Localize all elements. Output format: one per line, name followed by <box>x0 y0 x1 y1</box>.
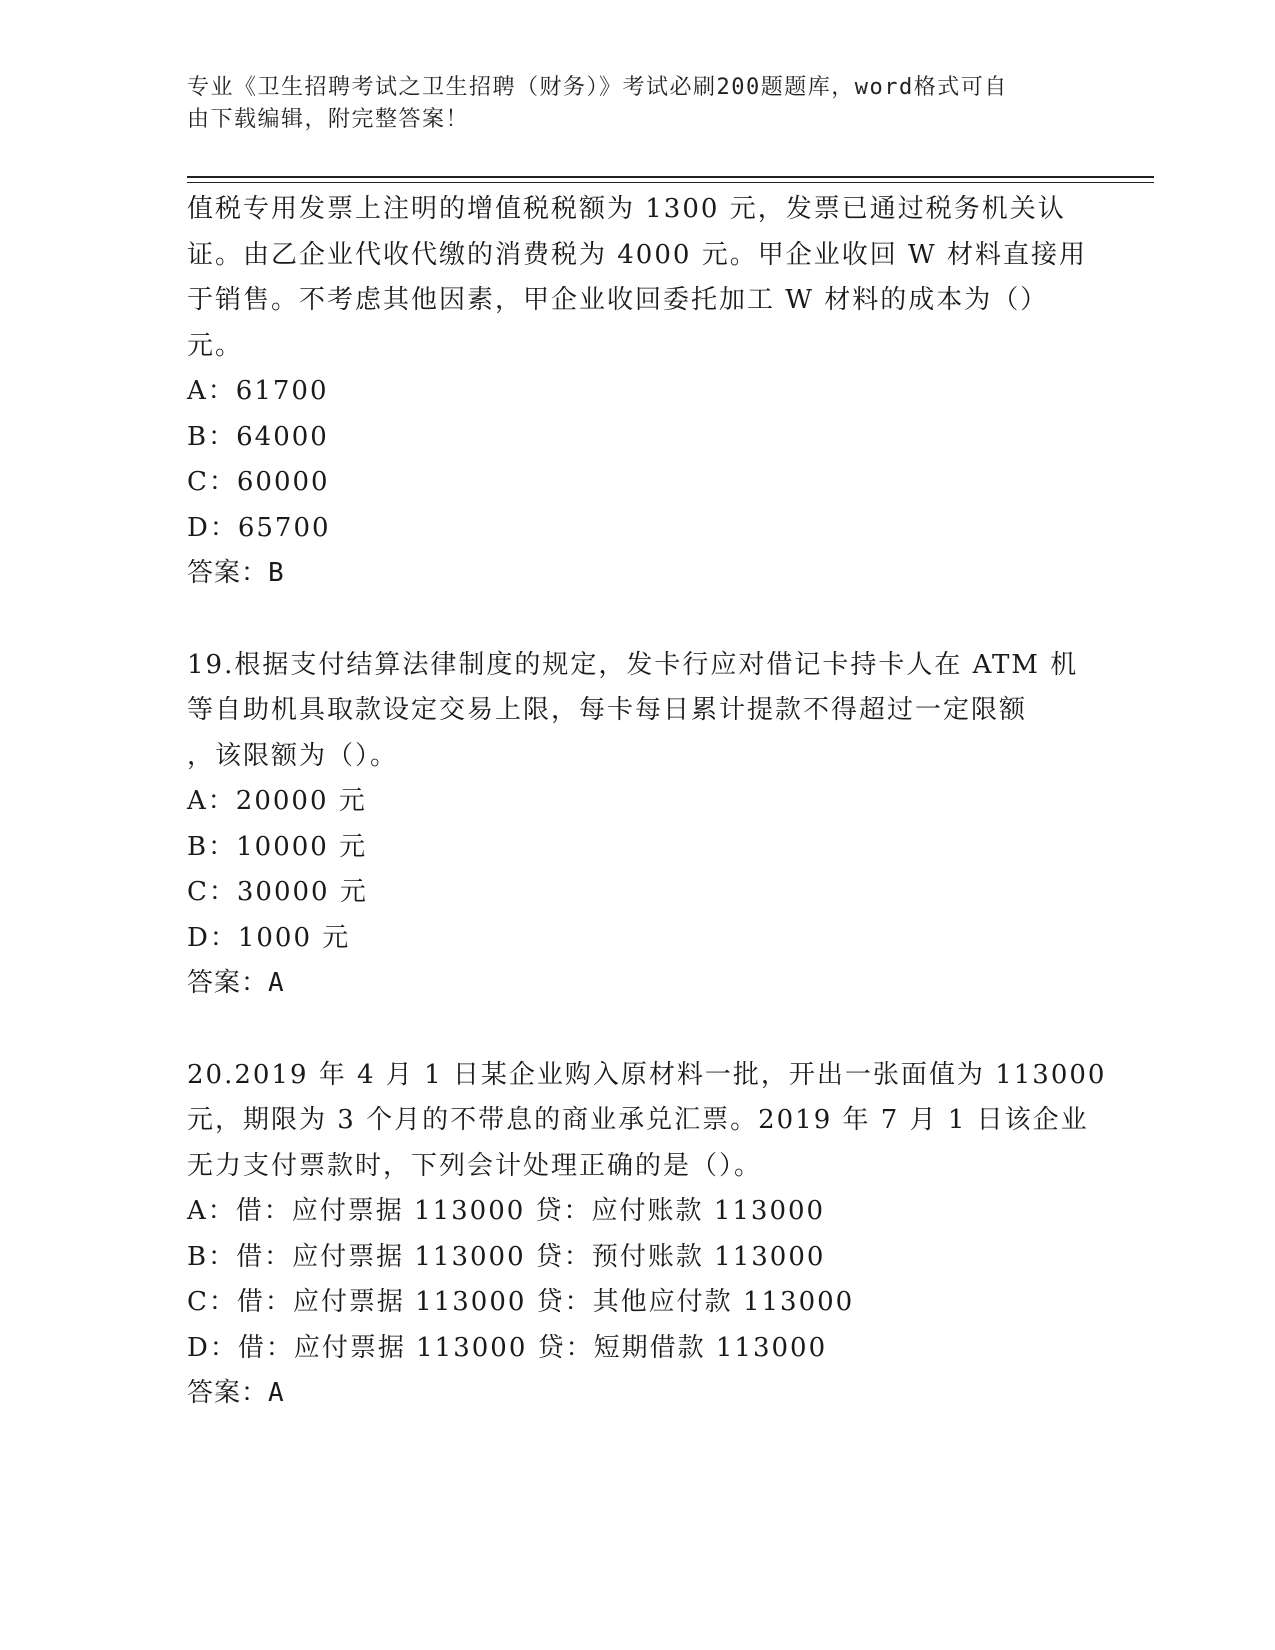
spacer <box>187 1007 1077 1053</box>
question-stem-line: 20.2019 年 4 月 1 日某企业购入原材料一批，开出一张面值为 113000 <box>187 1059 1107 1090</box>
option-d: D：1000 元 <box>187 922 351 953</box>
question-18 <box>187 187 1087 597</box>
option-a: A：借：应付票据 113000 贷：应付账款 113000 <box>187 1196 826 1226</box>
question-stem-line: 于销售。不考虑其他因素，甲企业收回委托加工 W 材料的成本为（） <box>187 285 1049 315</box>
answer-line: 答案：A <box>187 968 285 998</box>
spacer <box>187 597 1077 643</box>
option-d: D：65700 <box>187 512 331 543</box>
question-20 <box>187 1053 1107 1417</box>
option-c: C：30000 元 <box>187 877 368 907</box>
question-stem-line: 无力支付票款时，下列会计处理正确的是（）。 <box>187 1150 763 1181</box>
question-stem-line: 值税专用发票上注明的增值税税额为 1300 元，发票已通过税务机关认 <box>187 194 1066 224</box>
document-body <box>187 187 1107 1417</box>
page-header <box>187 72 1067 136</box>
question-stem-line: 等自助机具取款设定交易上限，每卡每日累计提款不得超过一定限额 <box>187 695 1028 725</box>
option-a: A：20000 元 <box>187 786 367 816</box>
question-19 <box>187 643 1077 1007</box>
answer-line: 答案：B <box>187 558 285 588</box>
header-line-1: 专业《卫生招聘考试之卫生招聘（财务）》考试必刷200题题库，word格式可自 <box>187 75 1008 100</box>
option-c: C：借：应付票据 113000 贷：其他应付款 113000 <box>187 1287 855 1317</box>
option-b: B：64000 <box>187 421 329 452</box>
option-c: C：60000 <box>187 467 330 497</box>
question-stem-line: 元，期限为 3 个月的不带息的商业承兑汇票。2019 年 7 月 1 日该企业 <box>187 1105 1089 1135</box>
question-stem-line: 19.根据支付结算法律制度的规定，发卡行应对借记卡持卡人在 ATM 机 <box>187 649 1079 680</box>
question-stem-line: 元。 <box>187 330 244 361</box>
answer-line: 答案：A <box>187 1378 285 1408</box>
question-stem-line: 证。由乙企业代收代缴的消费税为 4000 元。甲企业收回 W 材料直接用 <box>187 239 1087 270</box>
header-line-2: 由下载编辑，附完整答案！ <box>187 107 470 132</box>
header-rule-thin <box>187 182 1154 183</box>
question-stem-line: ，该限额为（）。 <box>187 740 399 771</box>
header-rule-thick <box>187 176 1154 178</box>
option-b: B：借：应付票据 113000 贷：预付账款 113000 <box>187 1241 826 1272</box>
option-a: A：61700 <box>187 376 329 406</box>
option-b: B：10000 元 <box>187 831 368 862</box>
option-d: D：借：应付票据 113000 贷：短期借款 113000 <box>187 1332 828 1363</box>
